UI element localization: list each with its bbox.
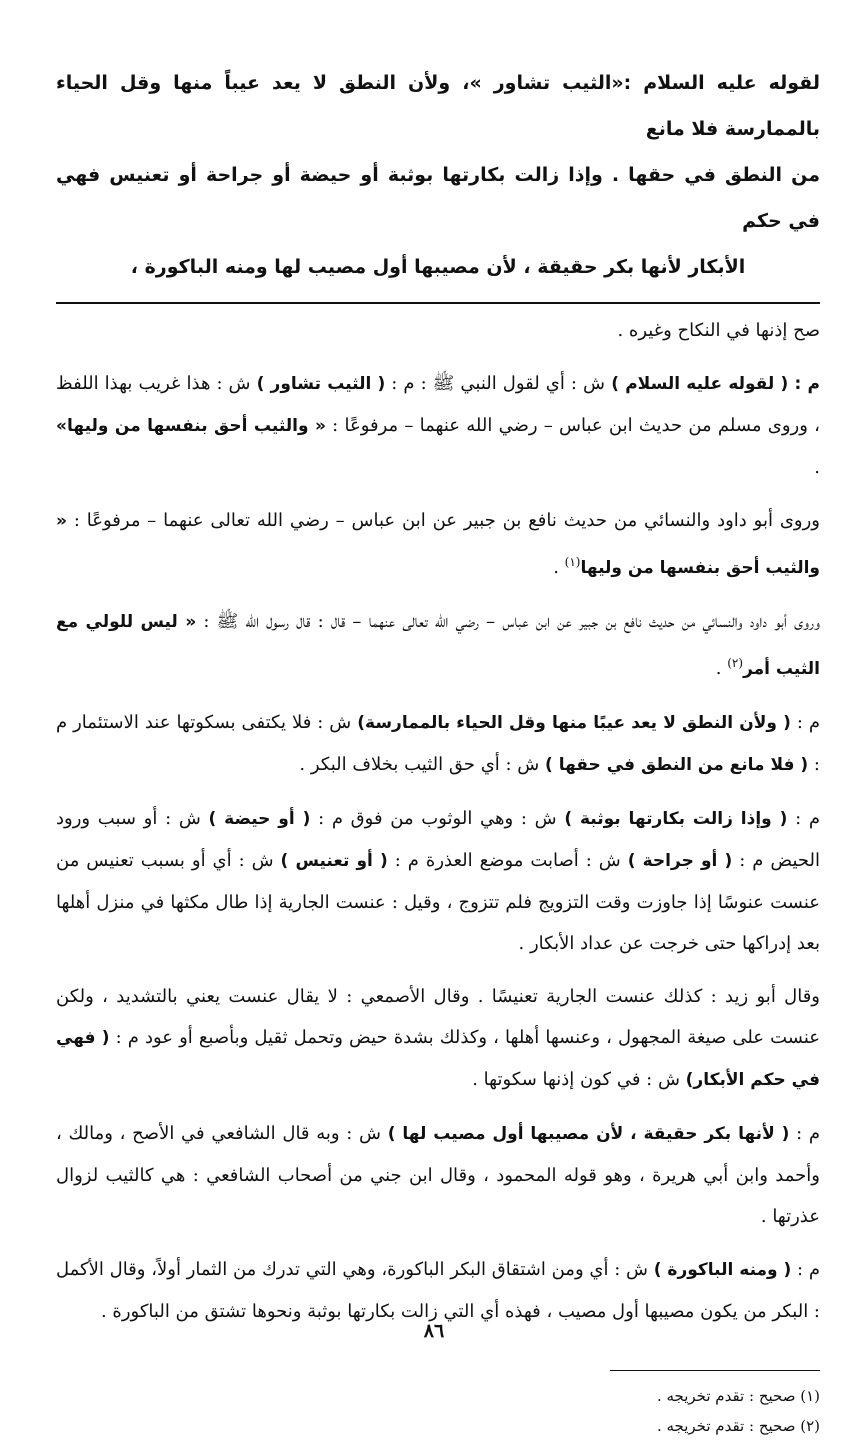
page-number: ٨٦ — [423, 1320, 445, 1342]
sharh-paragraph-3 — [56, 601, 820, 690]
matn-quote: ( ولأن النطق لا يعد عيبًا منها وقل الحياء بالممارسة) — [357, 713, 791, 733]
hadith-quote: « والثيب أحق بنفسها من وليها» — [56, 416, 326, 436]
sharh-text: ش : أي حق الثيب بخلاف البكر . — [299, 754, 545, 775]
footnote-rule-wrap — [56, 1344, 820, 1381]
matn-line-1: لقوله عليه السلام :«الثيب تشاور »، ولأن النطق لا يعد عيباً منها وقل الحياء بالممارسة فلا مانع — [56, 72, 820, 140]
footnotes — [56, 1381, 820, 1441]
footnote-ref-1[interactable]: (١) — [564, 555, 581, 569]
matn-line-3: الأبكار لأنها بكر حقيقة ، لأن مصيبها أول مصيب لها ومنه الباكورة ، — [130, 256, 746, 278]
sharh-text: ش : أصابت موضع العذرة م : — [387, 850, 628, 871]
sharh-text: . — [814, 457, 820, 478]
matn-quote: ( أو حيضة ) — [208, 809, 311, 829]
matn-quote: ( الثيب تشاور ) — [256, 374, 386, 394]
matn-quote: ( أو جراحة ) — [627, 851, 733, 871]
sharh-text: ش : فلا يكتفى بسكوتها عند الاستئمار م : — [56, 712, 820, 775]
footnote-ref-2[interactable]: (٢) — [727, 656, 744, 670]
sharh-paragraph-7 — [56, 1113, 820, 1237]
sharh-text: م : — [787, 808, 820, 829]
matn-separator — [56, 302, 820, 304]
footnote-1: (١) صحيح : تقدم تخريجه . — [656, 1387, 820, 1405]
sharh-text: ش : هذا غريب بهذا اللفظ ، وروى مسلم من حديث ابن عباس – رضي الله عنهما – مرفوعًا : — [56, 373, 820, 436]
sharh-text: ش : أي لقول النبي ﷺ : م : — [385, 373, 605, 394]
footnote-separator — [610, 1370, 820, 1371]
sharh-text: وروى أبو داود والنسائي من حديث نافع بن جبير عن ابن عباس – رضي الله تعالى عنهما – مرفوعًا : — [66, 510, 820, 531]
sharh-text: وقال أبو زيد : كذلك عنست الجارية تعنيسًا . وقال الأصمعي : لا يقال عنست يعني بالتشديد ، ولكن عنست على صيغة المجهول ، وعنسها أهلها ، وكذلك بشدة حيض وتحمل ثقيل وبأصبع أو عود م : — [56, 986, 820, 1048]
matn-quote: م : ( لقوله عليه السلام ) — [604, 374, 820, 394]
sharh-block — [56, 310, 820, 1332]
sharh-text: ش : في كون إذنها سكوتها . — [472, 1069, 686, 1090]
matn-block — [56, 60, 820, 290]
sharh-paragraph-5 — [56, 798, 820, 964]
sharh-text: صح إذنها في النكاح وغيره . — [617, 320, 820, 341]
matn-line-2: من النطق في حقها . وإذا زالت بكارتها بوثبة أو حيضة أو جراحة أو تعنيس فهي في حكم — [56, 164, 820, 232]
sharh-text: م : — [789, 1123, 821, 1144]
footnote-2: (٢) صحيح : تقدم تخريجه . — [656, 1417, 820, 1435]
matn-quote: ( ومنه الباكورة ) — [653, 1260, 792, 1280]
sharh-text: . — [553, 557, 565, 578]
matn-quote: ( لأنها بكر حقيقة ، لأن مصيبها أول مصيب لها ) — [387, 1124, 790, 1144]
sharh-text: م : — [791, 1259, 820, 1280]
sharh-text: ش : وهي الوثوب من فوق م : — [310, 808, 565, 829]
matn-quote: ( فهي في حكم الأبكار) — [56, 1028, 820, 1090]
sharh-paragraph-0 — [56, 310, 820, 351]
hadith-quote: « والثيب أحق بنفسها من وليها — [56, 511, 820, 578]
sharh-text: ش : أي ومن اشتقاق البكر الباكورة، وهي التي تدرك من الثمار أولاً، وقال الأكمل : البكر من يكون مصيبها أول مصيب ، فهذه أي التي زالت بكارتها بوثبة ونحوها تشتق من الباكورة . — [56, 1259, 820, 1322]
sharh-text: ش : وبه قال الشافعي في الأصح ، ومالك ، وأحمد وابن أبي هريرة ، وهو قوله المحمود ، وقال ابن جني من أصحاب الشافعي : هي كالثيب لزوال عذرتها . — [56, 1123, 820, 1227]
sharh-text: م : — [790, 712, 821, 733]
sharh-text: . — [715, 658, 728, 679]
matn-quote: ( وإذا زالت بكارتها بوثبة ) — [564, 809, 788, 829]
sharh-text: ش : أو سبب ورود الحيض م : — [56, 808, 820, 871]
matn-quote: ( فلا مانع من النطق في حقها ) — [545, 755, 809, 775]
sharh-text: ش : أي أو بسبب تعنيس من عنست عنوسًا إذا جاوزت وقت التزويج فلم تتزوج ، وقيل : عنست الجارية إذا طال مكثها في منزل أهلها بعد إدراكها حتى خرجت عن عداد الأبكار . — [56, 850, 820, 954]
hadith-quote: « ليس للولي مع الثيب أمر — [56, 612, 820, 679]
matn-quote: ( أو تعنيس ) — [280, 851, 388, 871]
sharh-paragraph-4 — [56, 702, 820, 786]
sharh-paragraph-2 — [56, 500, 820, 589]
sharh-text: وروى أبو داود والنسائي من حديث نافع بن جبير عن ابن عباس – رضي الله تعالى عنهما – قال : قال رسول الله ﷺ : — [196, 611, 820, 632]
sharh-paragraph-1 — [56, 363, 820, 488]
sharh-paragraph-6 — [56, 976, 820, 1101]
